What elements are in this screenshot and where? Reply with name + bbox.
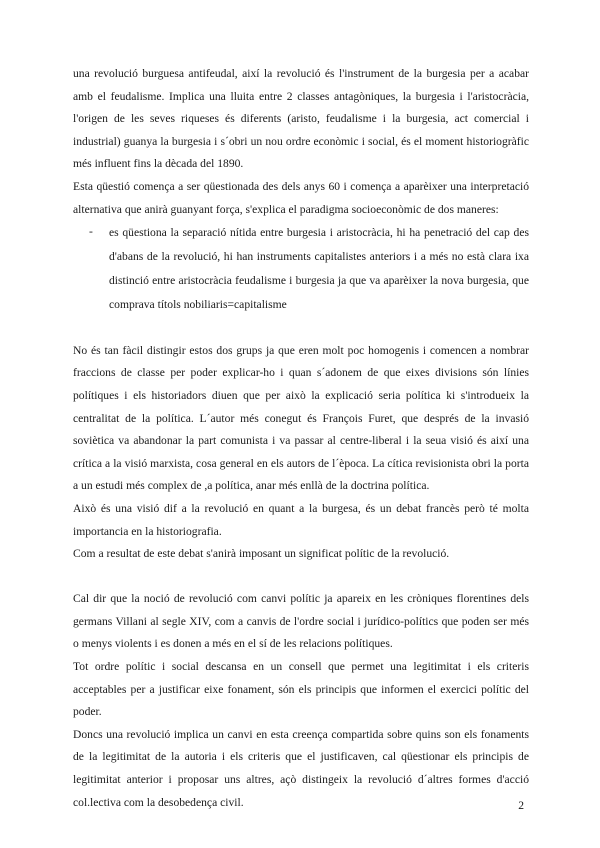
paragraph: Cal dir que la noció de revolució com canvi polític ja apareix en les cròniques florentines dels germans Villani al segle XIV, com a canvis de l'ordre social i jurídico-polítics que poden ser més o menys violents i es donen a més en el sí de les relacions polítiques. [73, 592, 529, 651]
bullet-marker: - [89, 225, 93, 239]
paragraph-spacer [73, 566, 529, 589]
paragraph-spacer [73, 317, 529, 340]
paragraph: una revolució burguesa antifeudal, així la revolució és l'instrument de la burgesia per a acabar amb el feudalisme. Implica una lluita entre 2 classes antagòniques, la burgesia i l'aristocràcia, l'origen de les seves riqueses és diferents (aristo, feudalisme i la burgesia, act comercial i industrial) guanya la burgesia i s´obri un nou ordre econòmic i social, és el moment historiogràfic més influent fins la dècada del 1890. [73, 67, 529, 171]
paragraph: Com a resultat de este debat s'anirà imposant un significat polític de la revolució. [73, 547, 450, 561]
paragraph: Esta qüestió comença a ser qüestionada des dels anys 60 i comença a aparèixer una interpretació alternativa que anirà guanyant força, s'explica el paradigma socioeconòmic de dos maneres: [73, 179, 529, 216]
paragraph: Tot ordre polític i social descansa en un consell que permet una legitimitat i els criteris acceptables per a justificar eixe fonament, són els principis que informen el exercici polític del poder. [73, 660, 529, 719]
paragraph: Doncs una revolució implica un canvi en esta creença compartida sobre quins son els fonaments de la legitimitat de la autoria i els criteris que el justificaven, cal qüestionar els principis de legitimitat anterior i proposar uns altres, açò distingeix la revolució d´altres formes d'acció col.lectiva com la desobedença civil. [73, 727, 529, 809]
paragraph: No és tan fàcil distingir estos dos grups ja que eren molt poc homogenis i comencen a nombrar fraccions de classe per poder explicar-ho i quan s´adonem de que eixes divisions són línies polítiques i els historiadors diuen que per això la explicació seria política ki s'introdueix la centralitat de la política. L´autor més conegut és François Furet, que després de la invasió soviètica va abandonar la part comunista i va passar al centre-liberal i la seua visió és així una crítica a la visió marxista, cosa general en els autors de l´època. La cítica revisionista obri la porta a un estudi més complex de ,a política, anar més enllà de la doctrina política. [73, 343, 529, 493]
page-content [73, 63, 529, 814]
bullet-text: es qüestiona la separació nítida entre burgesia i aristocràcia, hi ha penetració del cap des d'abans de la revolució, hi han instruments capitalistes anteriors i a més no està clara ixa distinció entre aristocràcia feudalisme i burgesia ja que va aparèixer la nova burgesia, que comprava títols nobiliaris=capitalisme [109, 226, 529, 312]
paragraph: Això és una visió dif a la revolució en quant a la burgesa, és un debat francès però té molta importancia en la historiografia. [73, 501, 529, 538]
page-number: 2 [518, 799, 524, 812]
bullet-item [73, 221, 529, 317]
